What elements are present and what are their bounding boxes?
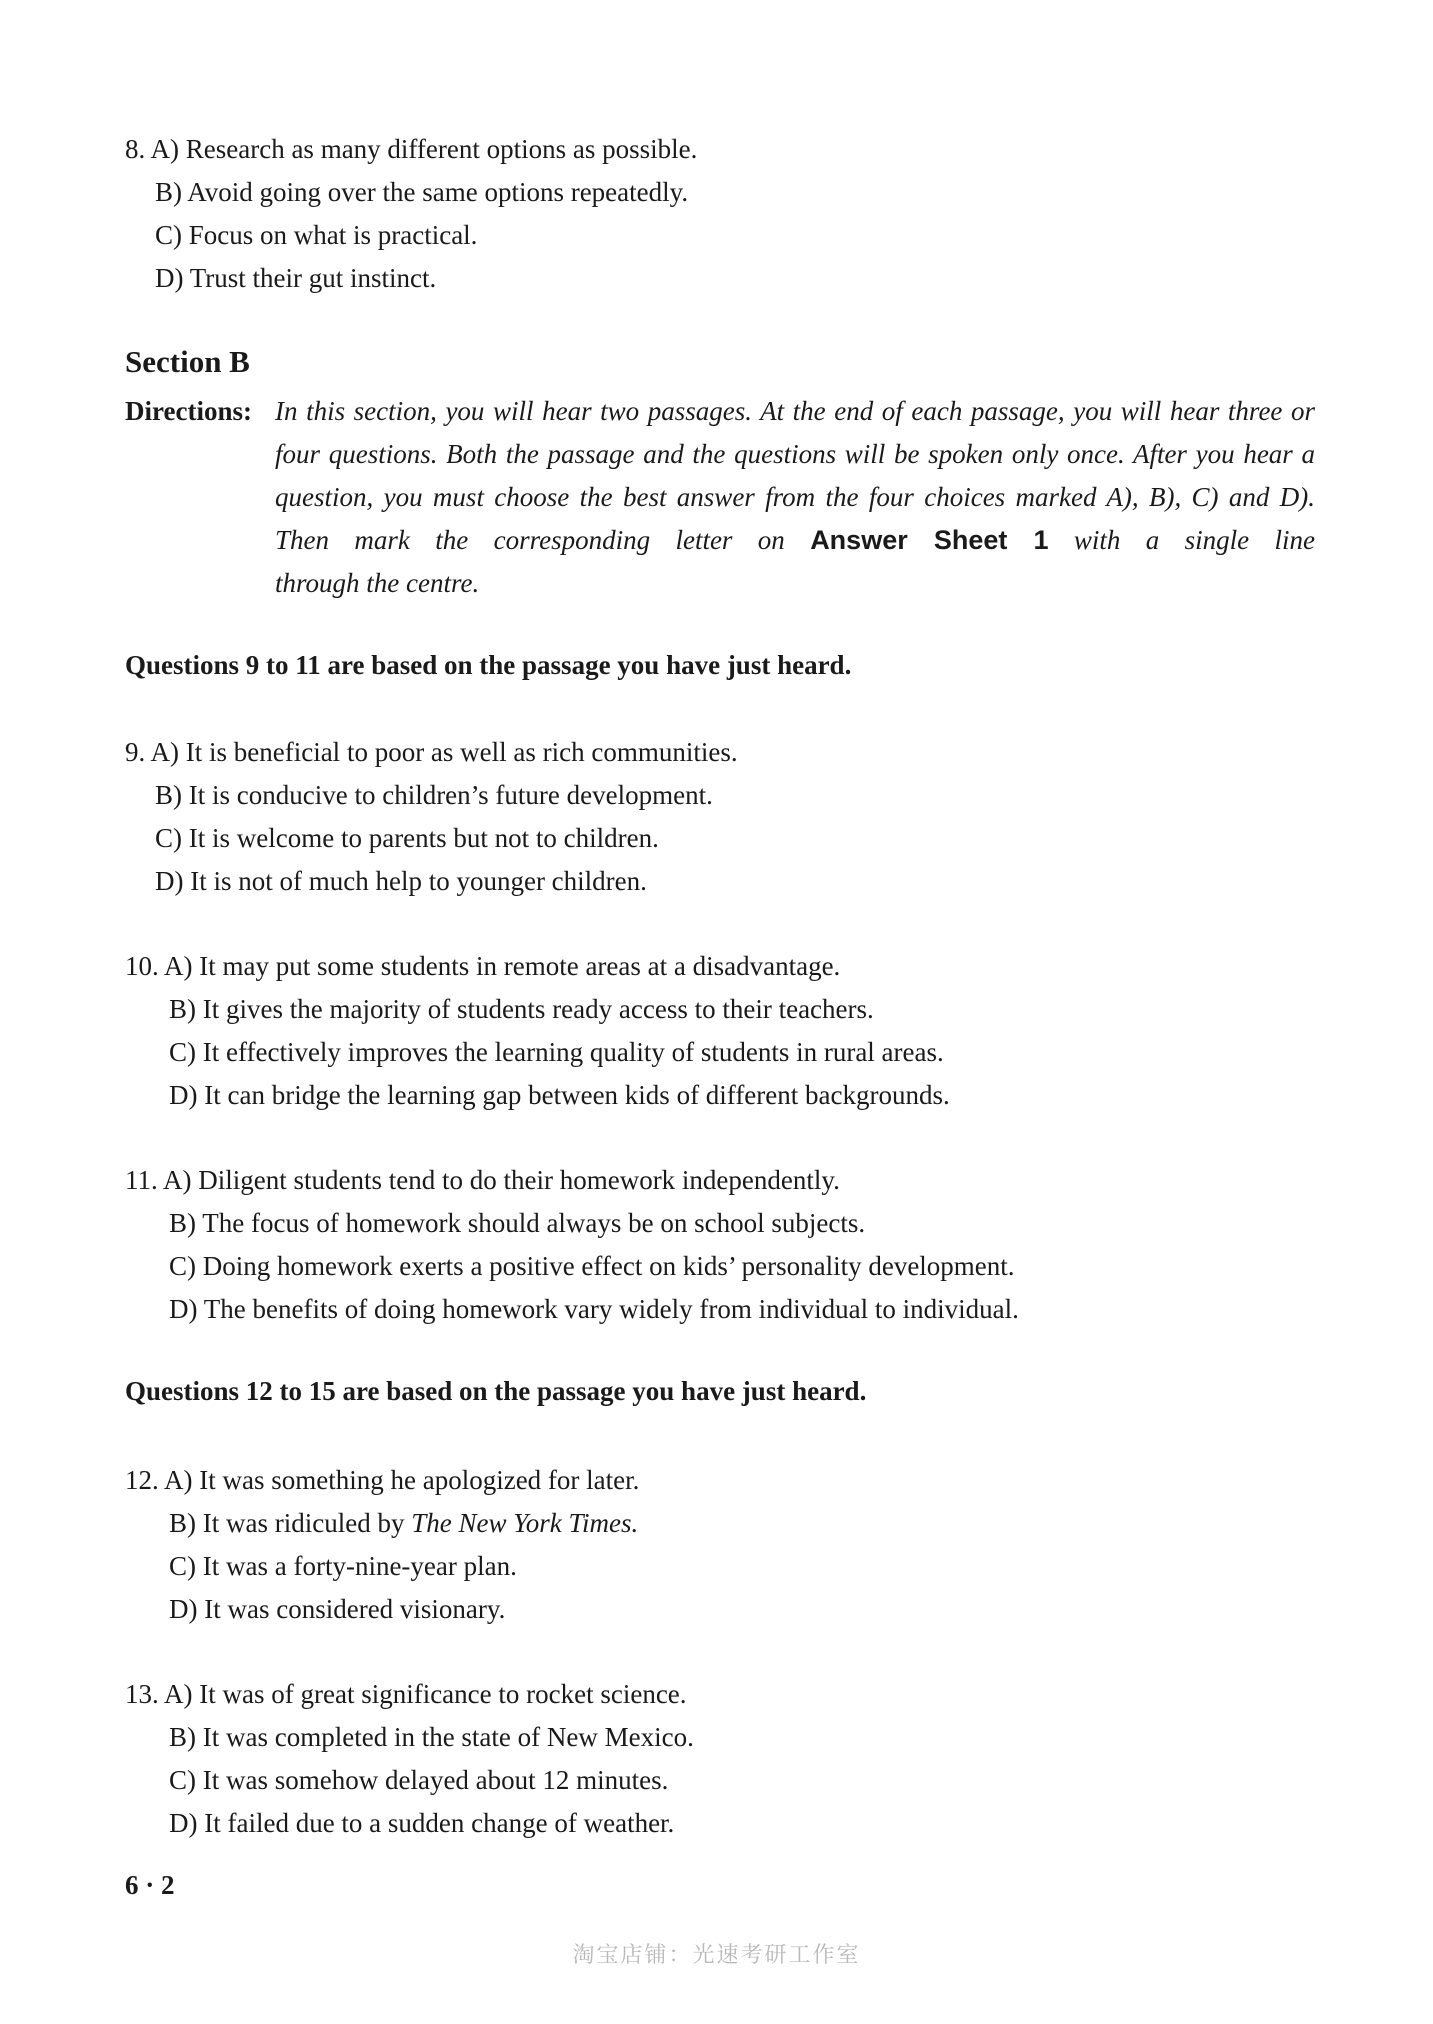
option-text: A) It was of great significance to rocket science. — [164, 1679, 687, 1709]
question-12-option-b — [125, 1502, 639, 1545]
question-number: 8. — [125, 134, 146, 164]
question-number: 12. — [125, 1465, 159, 1495]
directions-text-last: through the centre. — [275, 568, 480, 598]
question-12 — [125, 1459, 639, 1631]
question-8-option-d: D) Trust their gut instinct. — [155, 263, 437, 293]
question-13-option-a — [125, 1673, 694, 1716]
question-8-option-b: B) Avoid going over the same options repeatedly. — [155, 177, 689, 207]
question-11-option-d: D) The benefits of doing homework vary widely from individual to individual. — [169, 1294, 1019, 1324]
option-text: A) It may put some students in remote areas at a disadvantage. — [164, 951, 841, 981]
directions-block — [125, 390, 1315, 605]
question-10-option-c: C) It effectively improves the learning quality of students in rural areas. — [169, 1037, 944, 1067]
directions-text-tail: with a single line — [1073, 525, 1316, 555]
question-11 — [125, 1159, 1019, 1331]
question-13 — [125, 1673, 694, 1845]
directions-text-main: In this section, you will hear two passages. At the end of each passage, you will hear three or four questions. Both the passage and the questions will be spoken only once. After you hear a question, you must choose the best answer from the four choices marked A), B), C) and D). Then mark the corresponding letter on — [275, 396, 1315, 555]
option-text: A) Research as many different options as possible. — [150, 134, 698, 164]
question-10-option-a — [125, 945, 950, 988]
option-text: B) It was ridiculed by — [169, 1508, 405, 1538]
page-number: 6 · 2 — [125, 1870, 175, 1900]
question-number: 10. — [125, 951, 159, 981]
question-group-heading-1: Questions 9 to 11 are based on the passage you have just heard. — [125, 650, 852, 680]
question-number: 9. — [125, 737, 146, 767]
question-9-option-b: B) It is conducive to children’s future development. — [155, 780, 713, 810]
question-10-option-d: D) It can bridge the learning gap between kids of different backgrounds. — [169, 1080, 950, 1110]
answer-sheet-label: Answer Sheet 1 — [810, 525, 1049, 555]
question-9-option-d: D) It is not of much help to younger children. — [155, 866, 647, 896]
question-12-option-d: D) It was considered visionary. — [169, 1594, 506, 1624]
question-9-option-a — [125, 731, 738, 774]
question-11-option-a — [125, 1159, 1019, 1202]
option-text: A) Diligent students tend to do their homework independently. — [163, 1165, 840, 1195]
question-11-option-b: B) The focus of homework should always be on school subjects. — [169, 1208, 866, 1238]
question-13-option-d: D) It failed due to a sudden change of weather. — [169, 1808, 675, 1838]
question-10-option-b: B) It gives the majority of students ready access to their teachers. — [169, 994, 874, 1024]
question-10 — [125, 945, 950, 1117]
question-9 — [125, 731, 738, 903]
question-12-option-c: C) It was a forty-nine-year plan. — [169, 1551, 517, 1581]
question-9-option-c: C) It is welcome to parents but not to children. — [155, 823, 659, 853]
watermark: 淘宝店铺：光速考研工作室 — [572, 1943, 861, 1968]
question-12-option-a — [125, 1459, 639, 1502]
question-13-option-b: B) It was completed in the state of New Mexico. — [169, 1722, 694, 1752]
question-11-option-c: C) Doing homework exerts a positive effect on kids’ personality development. — [169, 1251, 1015, 1281]
option-text: A) It is beneficial to poor as well as rich communities. — [150, 737, 738, 767]
directions-label: Directions: — [125, 396, 252, 426]
section-title: Section B — [125, 344, 250, 379]
question-8-option-c: C) Focus on what is practical. — [155, 220, 478, 250]
question-number: 11. — [125, 1165, 158, 1195]
option-text: A) It was something he apologized for later. — [164, 1465, 640, 1495]
question-8 — [125, 128, 697, 300]
question-8-option-a — [125, 128, 697, 171]
directions-text — [275, 390, 1315, 605]
question-number: 13. — [125, 1679, 159, 1709]
newspaper-title: The New York Times. — [411, 1508, 639, 1538]
question-13-option-c: C) It was somehow delayed about 12 minutes. — [169, 1765, 669, 1795]
question-group-heading-2: Questions 12 to 15 are based on the passage you have just heard. — [125, 1376, 867, 1406]
